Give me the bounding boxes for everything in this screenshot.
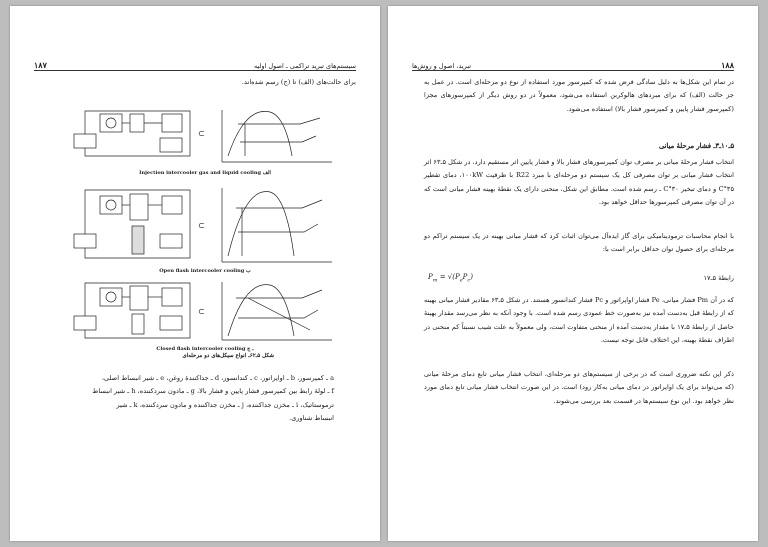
legend-line: a ـ کمپرسور، b ـ اواپراتور، c ـ کندانسور، d ـ جداکنندهٔ روغن، e ـ شیر انبساط اصلی،	[101, 374, 334, 382]
figure-c-diagram	[70, 280, 340, 344]
right-page	[388, 6, 758, 541]
figure-title: شکل ۵ـ۶۲ـ انواع سیکل‌های دو مرحله‌ای	[182, 353, 274, 359]
svg-text:⊂: ⊂	[198, 129, 205, 138]
page-number: ۱۸۷	[34, 60, 47, 70]
legend-line: انبساط شناوری.	[289, 414, 334, 423]
legend-line: ترموستاتیک، i ـ مخزن جداکننده، j ـ مخزن جداکننده و مادون سردکننده، k ـ شیر	[116, 400, 334, 409]
figure-b-caption: Open flash intercooler cooling ب	[159, 268, 251, 274]
paragraph-2: انتخاب فشار مرحلهٔ میانی بر مصرف توان کمپرسورهای فشار بالا و فشار پایین اثر مستقیم دارد. در شکل ۵ـ۶۳ اثر انتخاب فشار میانی بر توان مصرفی کل یک سیستم دو مرحله‌ای با مبرد R22 با ظرفیت ۱۰۰kW، دمای تقطیر ۳۵°C و دمای تبخیر ۳۰°C ـ رسم شده است. مطابق این شکل، منحنی دارای یک نقطهٔ بهینه فشار میانی است که در آن توان مصرفی کمپرسورها حداقل خواهد بود.	[424, 158, 734, 207]
legend-line: f ـ لولهٔ رابط بین کمپرسور فشار پایین و فشار بالا، g ـ مادون سردکننده، h ـ شیر انبساط	[92, 387, 334, 396]
equation: $P_m = √(P_eP_c)$	[428, 273, 473, 284]
svg-text:⊂: ⊂	[198, 307, 205, 316]
running-head: سیستم‌های تبرید تراکمی ـ اصول اولیه	[253, 62, 356, 70]
left-page	[10, 6, 380, 541]
intro-line: برای حالت‌های (الف) تا (ج) رسم شده‌اند.	[241, 78, 356, 86]
figure-c-caption: Closed flash intercooler cooling ـ ج	[156, 346, 254, 352]
section-heading: ۵ـ۱۰ـ۳ـ فشار مرحلهٔ میانی	[658, 142, 734, 150]
paragraph-3: با انجام محاسبات ترمودینامیکی برای گاز ایده‌آل می‌توان اثبات کرد که فشار میانی بهینه در یک سیستم تراکم دو مرحله‌ای برای حصول توان حداقل برابر است با:	[424, 232, 734, 254]
figure-b-diagram	[70, 184, 340, 266]
figure-a-diagram	[70, 106, 340, 168]
left-page-header	[34, 58, 356, 71]
paragraph-1: در تمام این شکل‌ها به دلیل سادگی فرض شده که کمپرسور مورد استفاده از نوع دو مرحله‌ای است. در عمل به جز حالت (الف) که برای مبردهای هالوکربن استفاده می‌شود، معمولاً در دو روش دیگر از کمپرسورهای مجزا (کمپرسور فشار پایین و کمپرسور فشار بالا) استفاده می‌شود.	[424, 78, 734, 113]
paragraph-4: که در آن Pm فشار میانی، Pe فشار اواپراتور و Pc فشار کندانسور هستند. در شکل ۵ـ۶۳ مقادیر فشار میانی بهینه که از رابطهٔ قبل به‌دست آمده نیز به‌صورت خط عمودی رسم شده است. با وجود آنکه به نظر می‌رسد مقدار بهینهٔ حاصل از رابطهٔ ۵ـ۱۷ با مقدار به‌دست آمده از منحنی متفاوت است، ولی معمولاً به علت شیب نسبتاً کم منحنی در اطراف نقطهٔ بهینه، این اختلاف قابل توجه نیست.	[424, 296, 734, 345]
svg-text:⊂: ⊂	[198, 221, 205, 230]
paragraph-5: ذکر این نکته ضروری است که در برخی از سیستم‌های دو مرحله‌ای، انتخاب فشار میانی تابع دمای مرحلهٔ میانی (که می‌تواند برای یک اواپراتور در دمای میانی به‌کار رود) است. در این صورت انتخاب فشار میانی تابع دمای مورد نظر خواهد بود. این نوع سیستم‌ها در قسمت بعد بررسی می‌شوند.	[424, 370, 734, 405]
figure-a-caption: Injection intercooler gas and liquid cooling الف	[139, 170, 271, 176]
figure-legend	[34, 372, 334, 426]
running-head: تبرید، اصول و روش‌ها	[412, 62, 472, 70]
equation-label: رابطهٔ ۵ـ۱۷	[703, 274, 734, 282]
right-page-header	[412, 58, 734, 71]
page-number: ۱۸۸	[721, 60, 734, 70]
